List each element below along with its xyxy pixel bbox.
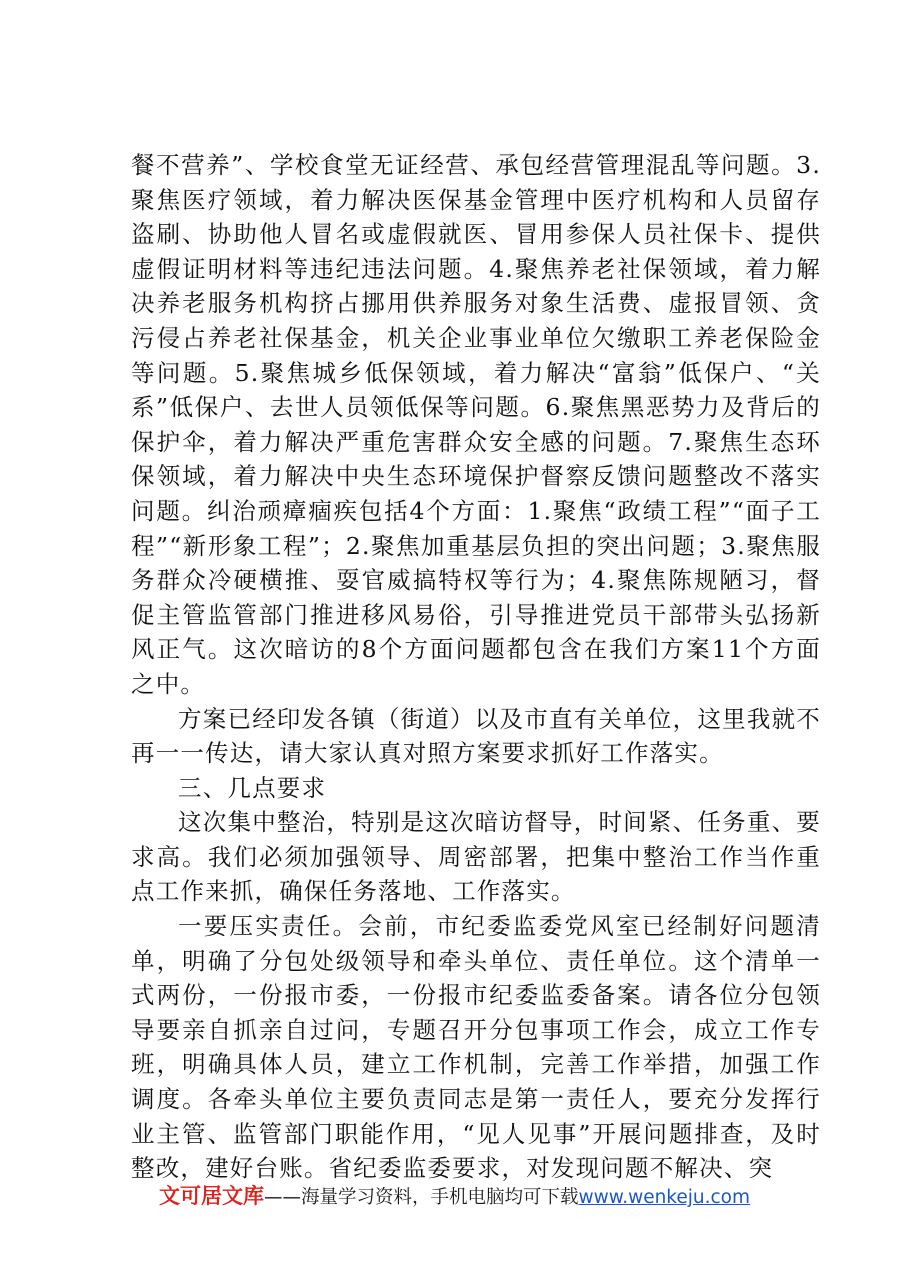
body-paragraph: 一要压实责任。会前，市纪委监委党风室已经制好问题清单，明确了分包处级领导和牵头单位、责任单位。这个清单一式两份，一份报市委，一份报市纪委监委备案。请各位分包领导要亲自抓亲自过问，专题召开分包事项工作会，成立工作专班，明确具体人员，建立工作机制，完善工作举措，加强工作调度。各牵头单位主要负责同志是第一责任人，要充分发挥行业主管、监管部门职能作用，“见人见事”开展问题排查，及时整改，建好台账。省纪委监委要求，对发现问题不解决、突 [131,912,821,1183]
footer-brand: 文可居文库 [158,1184,264,1208]
section-heading: 三、几点要求 [178,773,327,802]
body-paragraph: 方案已经印发各镇（街道）以及市直有关单位，这里我就不再一一传达，请大家认真对照方案要求抓好工作落实。 [131,704,821,768]
footer-tagline: 海量学习资料，手机电脑均可下载 [300,1187,579,1208]
body-paragraph: 这次集中整治，特别是这次暗访督导，时间紧、任务重、要求高。我们必须加强领导、周密部署，把集中整治工作当作重点工作来抓，确保任务落地、工作落实。 [131,808,821,906]
footer-site-link[interactable]: www.wenkeju.com [578,1187,751,1208]
body-paragraph: 餐不营养”、学校食堂无证经营、承包经营管理混乱等问题。3.聚焦医疗领域，着力解决医保基金管理中医疗机构和人员留存盗刷、协助他人冒名或虚假就医、冒用参保人员社保卡、提供虚假证明材料等违纪违法问题。4.聚焦养老社保领域，着力解决养老服务机构挤占挪用供养服务对象生活费、虚报冒领、贪污侵占养老社保基金，机关企业事业单位欠缴职工养老保险金等问题。5.聚焦城乡低保领域，着力解决“富翁”低保户、“关系”低保户、去世人员领低保等问题。6.聚焦黑恶势力及背后的保护伞，着力解决严重危害群众安全感的问题。7.聚焦生态环保领域，着力解决中央生态环境保护督察反馈问题整改不落实问题。纠治顽瘴痼疾包括4个方面：1.聚焦“政绩工程”“面子工程”“新形象工程”；2.聚焦加重基层负担的突出问题；3.聚焦服务群众冷硬横推、耍官威搞特权等行为；4.聚焦陈规陋习，督促主管监管部门推进移风易俗，引导推进党员干部带头弘扬新风正气。这次暗访的8个方面问题都包含在我们方案11个方面之中。 [131,151,821,698]
document-body [131,148,821,1186]
footer-dash: —— [263,1187,301,1208]
footer-banner [0,1183,909,1211]
